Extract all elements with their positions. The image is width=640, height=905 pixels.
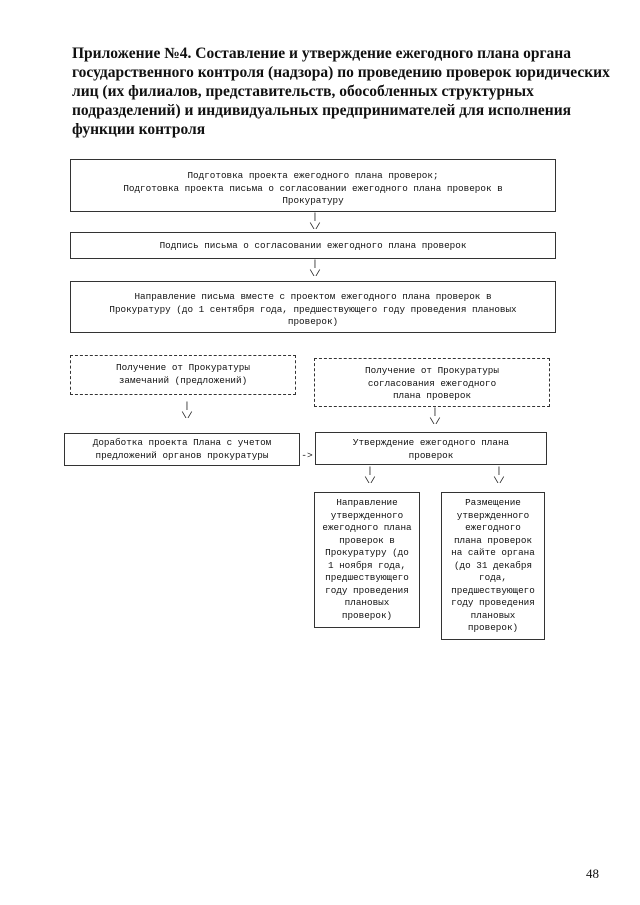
box-line: Подготовка проекта письма о согласовании ежегодного плана проверок в xyxy=(123,182,503,194)
arrow-head: \/ xyxy=(309,221,321,232)
arrow-stem: | xyxy=(367,465,373,476)
box-line: плана проверок xyxy=(453,534,533,546)
step-prepare-plan-box xyxy=(70,159,556,212)
down-arrow xyxy=(355,466,385,486)
box-line: Получение от Прокуратуры xyxy=(116,362,250,373)
box-line: проверок) xyxy=(467,622,519,633)
box-line: замечаний (предложений) xyxy=(118,374,248,386)
down-arrow xyxy=(300,212,330,232)
arrow-stem: | xyxy=(312,211,318,222)
step-revise-plan-box xyxy=(64,433,300,466)
arrow-head: -> xyxy=(301,450,313,461)
box-line: плановых xyxy=(344,597,390,608)
step-send-letter-box xyxy=(70,281,556,333)
arrow-stem: | xyxy=(312,258,318,269)
down-arrow xyxy=(484,466,514,486)
box-line: ежегодного плана xyxy=(322,522,412,533)
step-receive-remarks-box xyxy=(70,355,296,395)
arrow-stem: | xyxy=(496,465,502,476)
box-line: Получение от Прокуратуры xyxy=(365,365,499,376)
box-line: проверок) xyxy=(287,316,339,327)
arrow-head: \/ xyxy=(181,410,193,421)
box-line: Утверждение ежегодного плана xyxy=(352,437,510,448)
title-line: Приложение №4. Составление и утверждение ежегодного плана органа xyxy=(72,45,571,62)
title-line: функции контроля xyxy=(72,121,206,138)
arrow-head: \/ xyxy=(493,475,505,486)
box-line: году проведения xyxy=(451,597,535,608)
box-line: Подготовка проекта ежегодного плана проверок; xyxy=(187,170,439,181)
page-number: 48 xyxy=(586,866,599,881)
down-arrow xyxy=(172,401,202,421)
box-line: Подпись письма о согласовании ежегодного плана проверок xyxy=(159,240,467,251)
title-line: государственного контроля (надзора) по проведению проверок юридических xyxy=(72,64,610,81)
arrow-head: \/ xyxy=(429,416,441,427)
box-line: Направление письма вместе с проектом ежегодного плана проверок в xyxy=(134,291,492,302)
title-line: подразделений) и индивидуальных предпринимателей для исполнения xyxy=(72,102,572,119)
box-line: Прокуратуру xyxy=(282,195,344,206)
box-line: предшествующего xyxy=(325,572,409,583)
box-line: (до 31 декабря xyxy=(453,559,533,571)
arrow-stem: | xyxy=(184,400,190,411)
step-publish-plan-box xyxy=(441,492,545,640)
box-line: Направление xyxy=(336,497,398,508)
box-line: предложений органов прокуратуры xyxy=(95,449,269,461)
box-line: утвержденного xyxy=(330,509,404,521)
down-arrow xyxy=(420,407,450,427)
box-line: ежегодного xyxy=(465,522,521,533)
arrow-stem: | xyxy=(432,406,438,417)
box-line: года, xyxy=(479,572,507,583)
box-line: Прокуратуру (до 1 сентября года, предшествующего году проведения плановых xyxy=(109,303,517,315)
step-send-approved-plan-box xyxy=(314,492,420,628)
box-line: утвержденного xyxy=(456,509,530,521)
box-line: на сайте органа xyxy=(451,547,535,558)
box-line: Размещение xyxy=(465,497,521,508)
box-line: проверок xyxy=(408,449,454,461)
step-sign-letter-box xyxy=(70,232,556,259)
title-line: лиц (их филиалов, представительств, обособленных структурных xyxy=(72,83,534,100)
box-line: согласования ежегодного xyxy=(367,377,497,389)
down-arrow xyxy=(300,259,330,279)
box-line: Доработка проекта Плана с учетом xyxy=(92,437,272,448)
box-line: плановых xyxy=(470,609,516,621)
arrow-head: \/ xyxy=(309,268,321,279)
box-line: плана проверок xyxy=(392,390,472,401)
step-receive-approval-box xyxy=(314,358,550,407)
arrow-head: \/ xyxy=(364,475,376,486)
box-line: году проведения xyxy=(325,584,409,596)
box-line: 1 ноября года, xyxy=(327,559,407,571)
box-line: Прокуратуру (до xyxy=(325,547,409,558)
box-line: проверок) xyxy=(341,609,393,621)
step-approve-plan-box xyxy=(315,432,547,465)
box-line: проверок в xyxy=(339,534,395,546)
box-line: предшествующего xyxy=(451,584,535,596)
right-arrow xyxy=(299,451,315,461)
